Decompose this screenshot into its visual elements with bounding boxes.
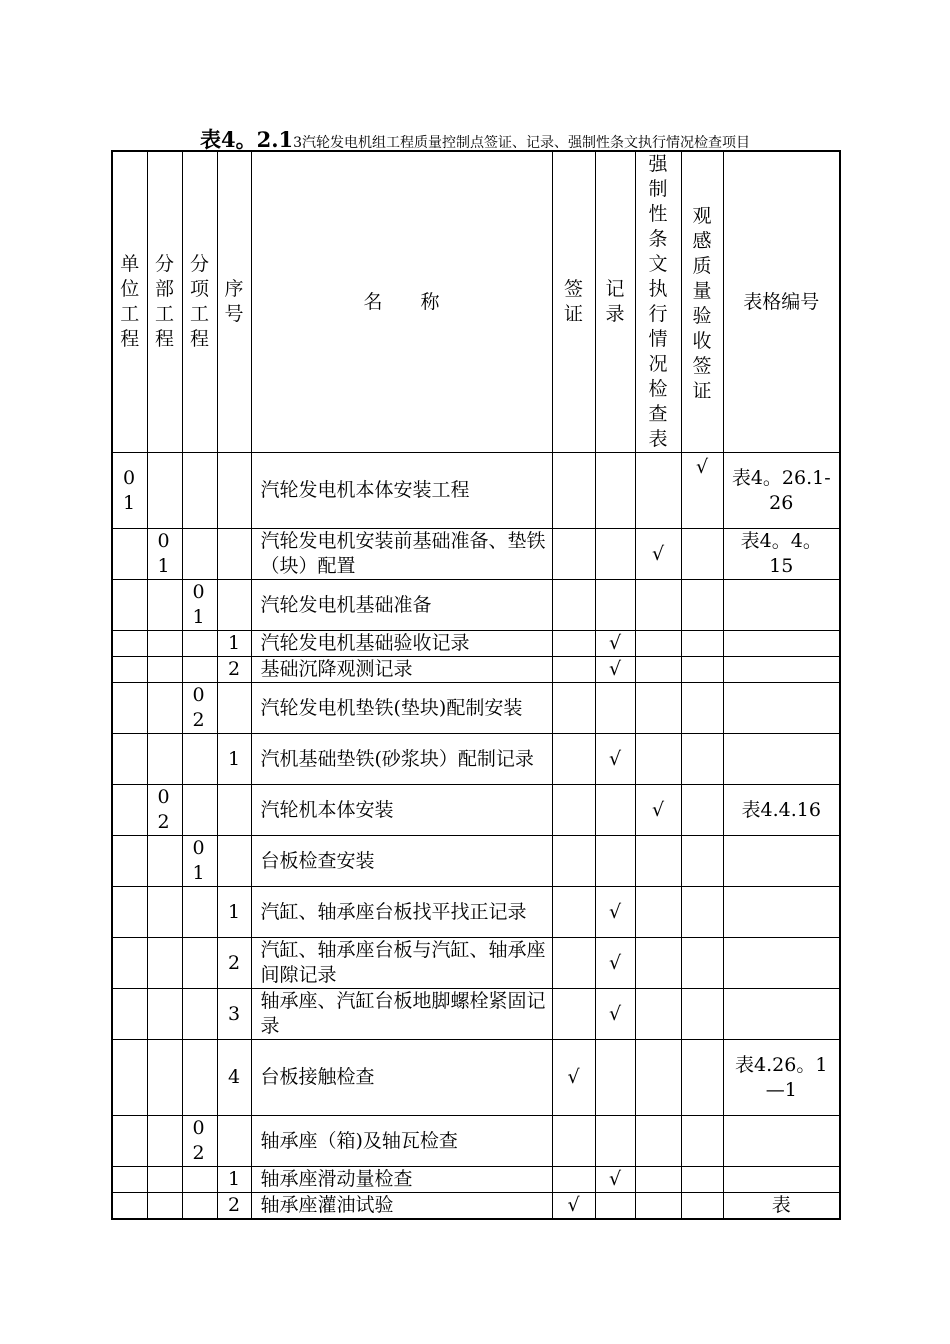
- cell-mandatory: √: [635, 529, 681, 580]
- table-row: [112, 1040, 840, 1116]
- cell-visual: [681, 1167, 723, 1193]
- cell-form-no: [723, 887, 840, 938]
- cell-mandatory: [635, 1167, 681, 1193]
- cell-division: [147, 1040, 182, 1116]
- cell-unit: [112, 938, 147, 989]
- cell-record: [595, 580, 635, 631]
- cell-unit: [112, 734, 147, 785]
- cell-visual: [681, 887, 723, 938]
- header-seq: 序号: [217, 151, 251, 453]
- cell-unit: [112, 631, 147, 657]
- cell-subitem: [182, 1167, 217, 1193]
- cell-division: [147, 1167, 182, 1193]
- cell-division: [147, 1116, 182, 1167]
- cell-name: 轴承座、汽缸台板地脚螺栓紧固记录: [251, 989, 552, 1040]
- header-record: 记录: [595, 151, 635, 453]
- header-mandatory: 强制性条文执行情况检查表: [635, 151, 681, 453]
- cell-visual: [681, 734, 723, 785]
- cell-unit: [112, 657, 147, 683]
- cell-unit: [112, 1193, 147, 1220]
- cell-mandatory: [635, 683, 681, 734]
- cell-form-no: [723, 683, 840, 734]
- header-division: 分部工程: [147, 151, 182, 453]
- cell-division: [147, 887, 182, 938]
- cell-division: [147, 631, 182, 657]
- cell-visual: [681, 657, 723, 683]
- cell-mandatory: [635, 657, 681, 683]
- cell-name: 汽轮机本体安装: [251, 785, 552, 836]
- cell-mandatory: [635, 453, 681, 529]
- cell-record: [595, 1040, 635, 1116]
- cell-unit: 01: [112, 453, 147, 529]
- cell-seq: 4: [217, 1040, 251, 1116]
- cell-unit: [112, 683, 147, 734]
- header-subitem: 分项工程: [182, 151, 217, 453]
- cell-record: [595, 1116, 635, 1167]
- cell-record: [595, 683, 635, 734]
- table-row: [112, 580, 840, 631]
- table-title-sub: 3汽轮发电机组工程质量控制点签证、记录、强制性条文执行情况检查项目: [293, 135, 751, 151]
- cell-visual: [681, 1193, 723, 1220]
- cell-name: 汽轮发电机基础验收记录: [251, 631, 552, 657]
- cell-unit: [112, 887, 147, 938]
- cell-division: [147, 836, 182, 887]
- cell-record: [595, 529, 635, 580]
- table-row: [112, 785, 840, 836]
- cell-form-no: [723, 657, 840, 683]
- cell-seq: [217, 580, 251, 631]
- cell-sign: [552, 989, 595, 1040]
- cell-division: 02: [147, 785, 182, 836]
- cell-sign: [552, 836, 595, 887]
- cell-mandatory: [635, 938, 681, 989]
- cell-subitem: [182, 938, 217, 989]
- table-row: [112, 631, 840, 657]
- cell-sign: [552, 529, 595, 580]
- cell-record: √: [595, 1167, 635, 1193]
- cell-division: [147, 989, 182, 1040]
- cell-mandatory: [635, 989, 681, 1040]
- cell-record: √: [595, 989, 635, 1040]
- cell-unit: [112, 1116, 147, 1167]
- cell-record: [595, 1193, 635, 1220]
- cell-visual: √: [681, 453, 723, 529]
- cell-visual: [681, 785, 723, 836]
- cell-seq: 2: [217, 1193, 251, 1220]
- cell-name: 汽缸、轴承座台板与汽缸、轴承座间隙记录: [251, 938, 552, 989]
- header-name: 名 称: [251, 151, 552, 453]
- cell-name: 汽轮发电机安装前基础准备、垫铁（块）配置: [251, 529, 552, 580]
- cell-form-no: [723, 734, 840, 785]
- cell-name: 轴承座滑动量检查: [251, 1167, 552, 1193]
- cell-mandatory: [635, 836, 681, 887]
- cell-name: 汽轮发电机垫铁(垫块)配制安装: [251, 683, 552, 734]
- header-form-no: 表格编号: [723, 151, 840, 453]
- cell-sign: [552, 631, 595, 657]
- cell-name: 汽缸、轴承座台板找平找正记录: [251, 887, 552, 938]
- cell-visual: [681, 529, 723, 580]
- cell-form-no: [723, 1116, 840, 1167]
- cell-form-no: [723, 836, 840, 887]
- cell-seq: [217, 683, 251, 734]
- cell-subitem: [182, 1193, 217, 1220]
- table-row: [112, 1167, 840, 1193]
- table-row: [112, 734, 840, 785]
- table-row: [112, 1116, 840, 1167]
- cell-division: [147, 453, 182, 529]
- table-row: [112, 887, 840, 938]
- cell-seq: 1: [217, 734, 251, 785]
- cell-division: [147, 734, 182, 785]
- table-row: [112, 989, 840, 1040]
- cell-form-no: [723, 1167, 840, 1193]
- header-row: [112, 151, 840, 453]
- cell-unit: [112, 836, 147, 887]
- cell-record: √: [595, 631, 635, 657]
- cell-sign: [552, 657, 595, 683]
- cell-seq: 2: [217, 657, 251, 683]
- cell-division: [147, 683, 182, 734]
- cell-mandatory: √: [635, 785, 681, 836]
- cell-visual: [681, 938, 723, 989]
- cell-mandatory: [635, 1193, 681, 1220]
- cell-record: [595, 836, 635, 887]
- cell-division: [147, 938, 182, 989]
- cell-form-no: 表4。4。15: [723, 529, 840, 580]
- cell-form-no: 表: [723, 1193, 840, 1220]
- cell-seq: 3: [217, 989, 251, 1040]
- cell-record: √: [595, 887, 635, 938]
- cell-unit: [112, 580, 147, 631]
- cell-sign: [552, 887, 595, 938]
- cell-record: √: [595, 657, 635, 683]
- cell-seq: [217, 453, 251, 529]
- cell-sign: √: [552, 1040, 595, 1116]
- cell-record: [595, 785, 635, 836]
- table-row: [112, 657, 840, 683]
- cell-mandatory: [635, 631, 681, 657]
- cell-name: 汽轮发电机本体安装工程: [251, 453, 552, 529]
- cell-sign: [552, 580, 595, 631]
- cell-unit: [112, 529, 147, 580]
- cell-mandatory: [635, 1116, 681, 1167]
- cell-subitem: [182, 734, 217, 785]
- quality-control-table: [111, 150, 841, 1220]
- cell-sign: [552, 734, 595, 785]
- cell-sign: [552, 938, 595, 989]
- cell-form-no: [723, 989, 840, 1040]
- cell-subitem: [182, 529, 217, 580]
- cell-seq: 1: [217, 887, 251, 938]
- cell-name: 台板检查安装: [251, 836, 552, 887]
- table-title-main: 表4。2.1: [199, 127, 294, 152]
- cell-division: 01: [147, 529, 182, 580]
- header-sign: 签证: [552, 151, 595, 453]
- cell-seq: [217, 836, 251, 887]
- cell-sign: [552, 683, 595, 734]
- table-row: [112, 836, 840, 887]
- cell-subitem: [182, 631, 217, 657]
- cell-unit: [112, 1167, 147, 1193]
- cell-visual: [681, 836, 723, 887]
- table-row: [112, 1193, 840, 1220]
- cell-sign: [552, 785, 595, 836]
- cell-name: 汽机基础垫铁(砂浆块）配制记录: [251, 734, 552, 785]
- cell-subitem: 01: [182, 580, 217, 631]
- cell-name: 汽轮发电机基础准备: [251, 580, 552, 631]
- cell-visual: [681, 631, 723, 657]
- cell-seq: [217, 529, 251, 580]
- cell-division: [147, 657, 182, 683]
- cell-sign: [552, 453, 595, 529]
- cell-mandatory: [635, 734, 681, 785]
- cell-mandatory: [635, 887, 681, 938]
- cell-subitem: [182, 887, 217, 938]
- cell-unit: [112, 989, 147, 1040]
- cell-subitem: [182, 657, 217, 683]
- cell-subitem: 02: [182, 1116, 217, 1167]
- cell-form-no: [723, 580, 840, 631]
- table-row: [112, 683, 840, 734]
- cell-subitem: 01: [182, 836, 217, 887]
- cell-seq: 2: [217, 938, 251, 989]
- cell-form-no: 表4.26。1—1: [723, 1040, 840, 1116]
- cell-seq: 1: [217, 631, 251, 657]
- cell-subitem: [182, 1040, 217, 1116]
- cell-sign: √: [552, 1193, 595, 1220]
- cell-name: 轴承座灌油试验: [251, 1193, 552, 1220]
- table-row: [112, 529, 840, 580]
- cell-unit: [112, 1040, 147, 1116]
- table-row: [112, 453, 840, 529]
- cell-subitem: [182, 453, 217, 529]
- cell-form-no: 表4.4.16: [723, 785, 840, 836]
- cell-subitem: 02: [182, 683, 217, 734]
- cell-record: √: [595, 938, 635, 989]
- cell-subitem: [182, 785, 217, 836]
- cell-mandatory: [635, 1040, 681, 1116]
- cell-visual: [681, 683, 723, 734]
- cell-record: √: [595, 734, 635, 785]
- table-row: [112, 938, 840, 989]
- cell-sign: [552, 1167, 595, 1193]
- header-visual: 观感质量验收签证: [681, 151, 723, 453]
- cell-visual: [681, 1116, 723, 1167]
- cell-seq: [217, 1116, 251, 1167]
- cell-form-no: [723, 938, 840, 989]
- cell-seq: 1: [217, 1167, 251, 1193]
- cell-visual: [681, 1040, 723, 1116]
- cell-form-no: 表4。26.1-26: [723, 453, 840, 529]
- cell-visual: [681, 989, 723, 1040]
- header-unit: 单位工程: [112, 151, 147, 453]
- cell-form-no: [723, 631, 840, 657]
- cell-name: 轴承座（箱)及轴瓦检查: [251, 1116, 552, 1167]
- cell-division: [147, 580, 182, 631]
- cell-record: [595, 453, 635, 529]
- cell-subitem: [182, 989, 217, 1040]
- cell-name: 台板接触检查: [251, 1040, 552, 1116]
- cell-sign: [552, 1116, 595, 1167]
- cell-unit: [112, 785, 147, 836]
- cell-name: 基础沉降观测记录: [251, 657, 552, 683]
- cell-visual: [681, 580, 723, 631]
- cell-seq: [217, 785, 251, 836]
- cell-division: [147, 1193, 182, 1220]
- cell-mandatory: [635, 580, 681, 631]
